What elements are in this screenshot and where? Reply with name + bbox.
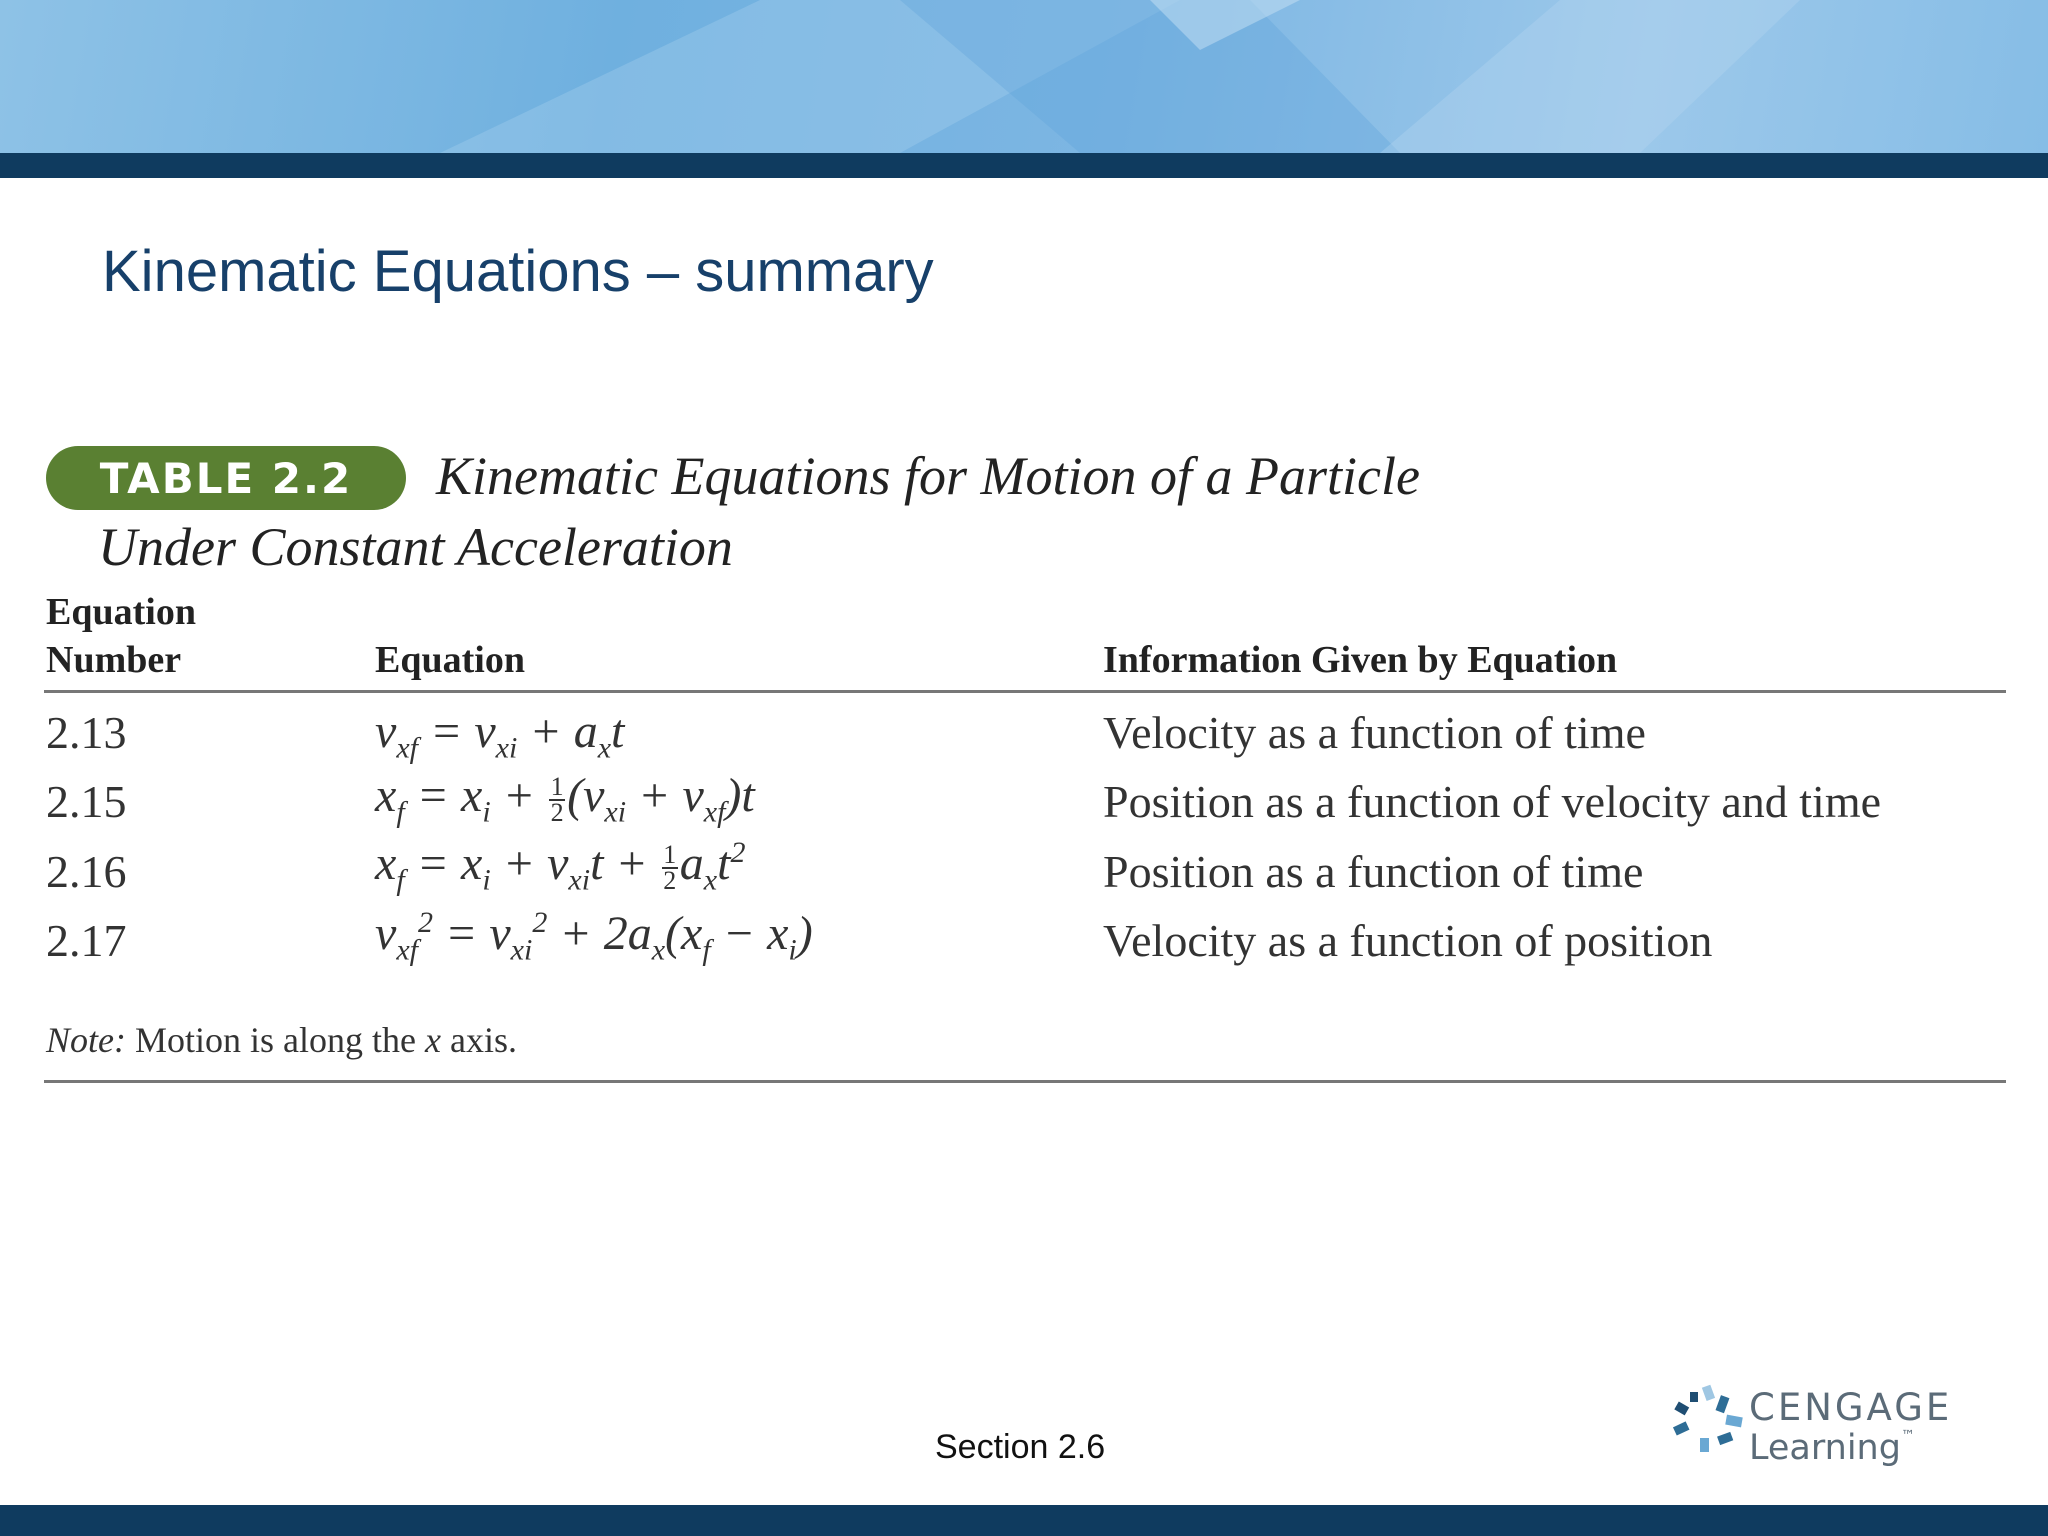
table-bottom-rule	[44, 1080, 2006, 1083]
row-info: Velocity as a function of time	[1103, 707, 1646, 758]
header-equation: Equation	[375, 639, 525, 681]
slide-title: Kinematic Equations – summary	[102, 239, 934, 304]
equation-2-15: $x_f = x_i$ + $\frac{1}{2}$ $(v_{xi} + v_{xf})t$	[375, 769, 755, 829]
table-note	[46, 1019, 517, 1061]
cengage-logo	[1660, 1382, 1960, 1472]
note-var: x	[424, 1020, 441, 1060]
header-info: Information Given by Equation	[1103, 639, 1618, 681]
cengage-logo-icon	[1660, 1382, 1746, 1472]
equation-2-16: $x_f = x_i + v_{xi}t$ + $\frac{1}{2}$ $a_xt^2$	[375, 836, 746, 897]
row-number: 2.15	[46, 776, 127, 827]
note-text: Motion is along the	[125, 1020, 425, 1060]
note-end: axis.	[440, 1020, 517, 1060]
equation-2-17: $v_{xf}^2 = v_{xi}^2 + 2a_x(x_f - x_i)$	[375, 906, 813, 967]
header-number-line2: Number	[46, 639, 182, 681]
footer-rule	[0, 1505, 2048, 1536]
table-caption-line2: Under Constant Acceleration	[98, 517, 733, 577]
row-number: 2.13	[46, 707, 127, 758]
row-number: 2.17	[46, 915, 127, 966]
header-rule-line	[44, 690, 2006, 693]
equation-2-13: $v_{xf} = v_{xi} + a_xt$	[375, 705, 625, 765]
row-info: Velocity as a function of position	[1103, 915, 1713, 966]
table-badge: TABLE 2.2	[46, 446, 406, 510]
fraction-half: $\frac{1}{2}$	[550, 771, 564, 827]
logo-tm: ™	[1900, 1428, 1915, 1444]
header-number-line1: Equation	[46, 591, 196, 633]
header-number	[46, 588, 196, 684]
logo-line1: CENGAGE	[1749, 1386, 1953, 1429]
header-rule	[0, 153, 2048, 178]
row-info: Position as a function of time	[1103, 846, 1644, 897]
header-band	[0, 0, 2048, 153]
table-caption-line1: Kinematic Equations for Motion of a Particle	[436, 446, 1420, 506]
header-facets	[0, 0, 2048, 153]
section-label: Section 2.6	[935, 1428, 1106, 1466]
logo-line2	[1749, 1428, 1915, 1468]
logo-line2-text: Learning	[1749, 1428, 1901, 1468]
note-label: Note:	[46, 1020, 126, 1060]
row-number: 2.16	[46, 846, 127, 897]
row-info: Position as a function of velocity and time	[1103, 776, 1882, 827]
fraction-half: $\frac{1}{2}$	[663, 839, 677, 895]
